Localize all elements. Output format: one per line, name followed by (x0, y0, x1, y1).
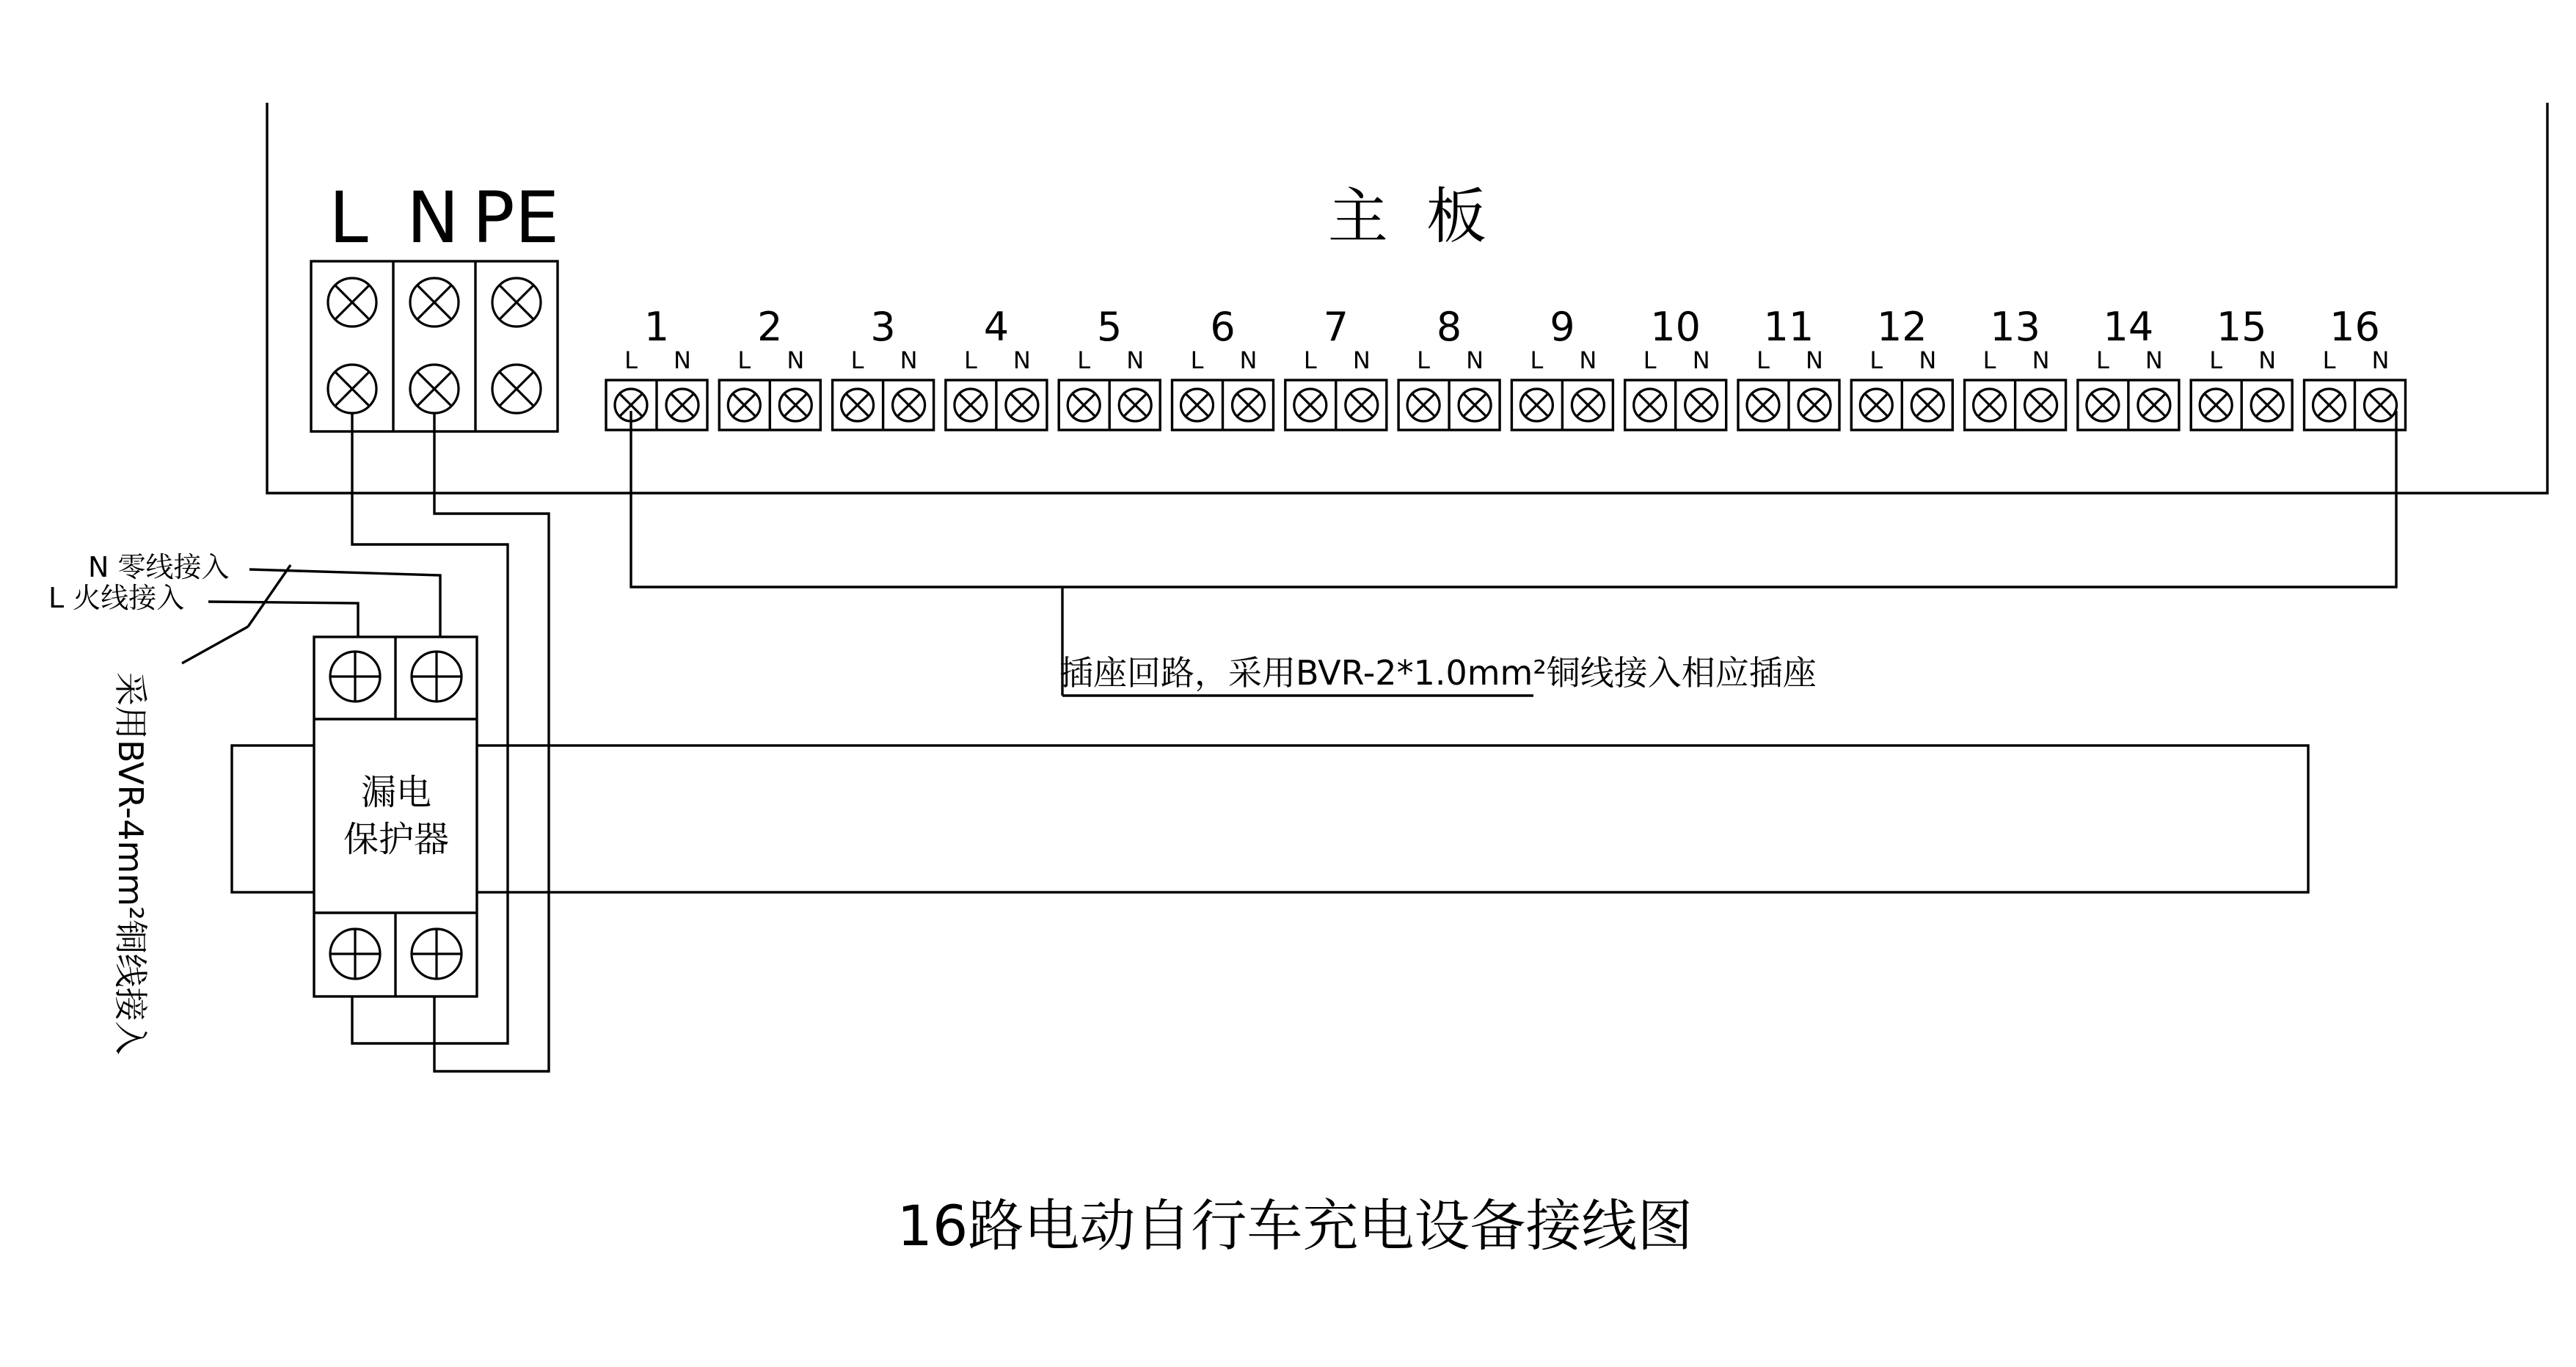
circuit-pole-label-n: N (900, 346, 918, 374)
circuit-terminal-l (1747, 389, 1779, 421)
circuit-terminal-n (1685, 389, 1718, 421)
rcd-terminal (412, 652, 461, 701)
circuit-terminal-n (1233, 389, 1265, 421)
socket-loop-label: 插座回路，采用BVR-2*1.0mm²铜线接入相应插座 (1059, 653, 1817, 693)
circuit-pole-label-l: L (1530, 346, 1544, 374)
cable-leader (182, 627, 248, 663)
circuit-terminal-l (2087, 389, 2119, 421)
circuit-terminal-l (728, 389, 760, 421)
circuit-pole-label-n: N (1352, 346, 1371, 374)
circuit-pole-label-l: L (2209, 346, 2223, 374)
circuit-terminal-l (955, 389, 987, 421)
circuit-terminal-n (1798, 389, 1831, 421)
circuit-number: 6 (1210, 304, 1236, 350)
circuit-pole-label-n: N (2258, 346, 2277, 374)
circuit-pole-label-l: L (624, 346, 638, 374)
input-terminal-screw (492, 278, 541, 327)
circuit-pole-label-l: L (1077, 346, 1091, 374)
circuit-pole-label-l: L (850, 346, 864, 374)
circuit-number: 3 (870, 304, 896, 350)
circuit-pole-label-n: N (674, 346, 691, 374)
circuit-terminal-l (1860, 389, 1892, 421)
circuit-pole-label-n: N (2032, 346, 2050, 374)
rcd-terminal (330, 652, 380, 701)
circuit-pole-label-l: L (1982, 346, 1996, 374)
circuit-number: 11 (1763, 304, 1814, 350)
circuit-number: 15 (2216, 304, 2267, 350)
circuit-terminal-n (2138, 389, 2170, 421)
circuit-number: 12 (1876, 304, 1927, 350)
circuit-terminal-l (1181, 389, 1214, 421)
circuit-pole-label-l: L (1190, 346, 1204, 374)
circuit-terminal-n (666, 389, 698, 421)
circuit-pole-label-l: L (2322, 346, 2336, 374)
circuit-number: 2 (757, 304, 783, 350)
circuit-terminal-n (779, 389, 811, 421)
circuit-pole-label-l: L (1756, 346, 1770, 374)
mainboard-outline (267, 103, 2547, 493)
circuit-terminal-n (1911, 389, 1944, 421)
terminal-label-n: N (406, 177, 459, 259)
rcd-terminal (330, 929, 380, 979)
circuit-pole-label-l: L (1417, 346, 1431, 374)
circuit-terminal-n (893, 389, 925, 421)
circuit-pole-label-l: L (963, 346, 977, 374)
input-terminal-screw (410, 278, 459, 327)
circuit-terminal-n (2251, 389, 2283, 421)
circuit-terminal-n (1459, 389, 1491, 421)
circuit-terminal-l (1294, 389, 1327, 421)
circuit-terminal-l (842, 389, 874, 421)
circuit-terminal-n (1572, 389, 1604, 421)
rcd-terminal (412, 929, 461, 979)
circuit-pole-label-n: N (1466, 346, 1484, 374)
circuit-terminal-l (1068, 389, 1100, 421)
circuit-pole-label-l: L (1303, 346, 1317, 374)
live-in-label: L 火线接入 (48, 582, 185, 614)
circuit-number: 10 (1650, 304, 1701, 350)
circuit-pole-label-l: L (1643, 346, 1657, 374)
circuit-terminal-row (606, 304, 2406, 430)
circuit-terminal-n (1006, 389, 1038, 421)
circuit-pole-label-l: L (1869, 346, 1883, 374)
circuit-terminal-l (1407, 389, 1440, 421)
circuit-number: 13 (1990, 304, 2040, 350)
circuit-number: 4 (983, 304, 1010, 350)
cable-bundle-slash (248, 565, 291, 627)
circuit-pole-label-n: N (1012, 346, 1031, 374)
circuit-number: 5 (1097, 304, 1123, 350)
circuit-terminal-n (1119, 389, 1151, 421)
socket-loop-bus (631, 411, 2396, 587)
rcd-label-line1: 漏电 (360, 772, 432, 813)
input-terminal-screw (492, 365, 541, 413)
circuit-terminal-n (1346, 389, 1378, 421)
circuit-number: 9 (1550, 304, 1575, 350)
terminal-label-pe: PE (472, 177, 560, 259)
circuit-terminal-l (2200, 389, 2232, 421)
circuit-pole-label-n: N (1239, 346, 1258, 374)
input-terminal-block (311, 177, 559, 431)
circuit-pole-label-l: L (737, 346, 751, 374)
circuit-pole-label-l: L (2095, 346, 2109, 374)
circuit-terminal-n (2025, 389, 2057, 421)
input-terminal-screw (328, 365, 376, 413)
circuit-terminal-l (1634, 389, 1666, 421)
circuit-terminal-l (1520, 389, 1552, 421)
circuit-terminal-l (1974, 389, 2006, 421)
circuit-pole-label-n: N (1692, 346, 1710, 374)
din-rail (232, 746, 2308, 892)
mainboard-title: 主 板 (1327, 182, 1487, 252)
circuit-number: 14 (2103, 304, 2154, 350)
circuit-number: 7 (1323, 304, 1349, 350)
circuit-terminal-n (2365, 389, 2397, 421)
circuit-pole-label-n: N (2371, 346, 2390, 374)
diagram-caption: 16路电动自行车充电设备接线图 (897, 1193, 1693, 1258)
circuit-pole-label-n: N (1126, 346, 1145, 374)
circuit-number: 16 (2329, 304, 2380, 350)
circuit-terminal-l (2313, 389, 2346, 421)
rcd-device (314, 637, 477, 996)
circuit-pole-label-n: N (1579, 346, 1597, 374)
circuit-pole-label-n: N (1919, 346, 1937, 374)
circuit-pole-label-n: N (787, 346, 805, 374)
rcd-label-line2: 保护器 (343, 819, 450, 860)
terminal-label-l: L (329, 177, 368, 259)
circuit-pole-label-n: N (2145, 346, 2163, 374)
circuit-pole-label-n: N (1806, 346, 1823, 374)
input-terminal-screw (328, 278, 376, 327)
input-terminal-screw (410, 365, 459, 413)
input-cable-label: 采用BVR-4mm²铜线接入 (111, 672, 150, 1055)
neutral-in-label: N 零线接入 (88, 551, 230, 583)
circuit-number: 8 (1436, 304, 1462, 350)
circuit-number: 1 (643, 304, 670, 350)
